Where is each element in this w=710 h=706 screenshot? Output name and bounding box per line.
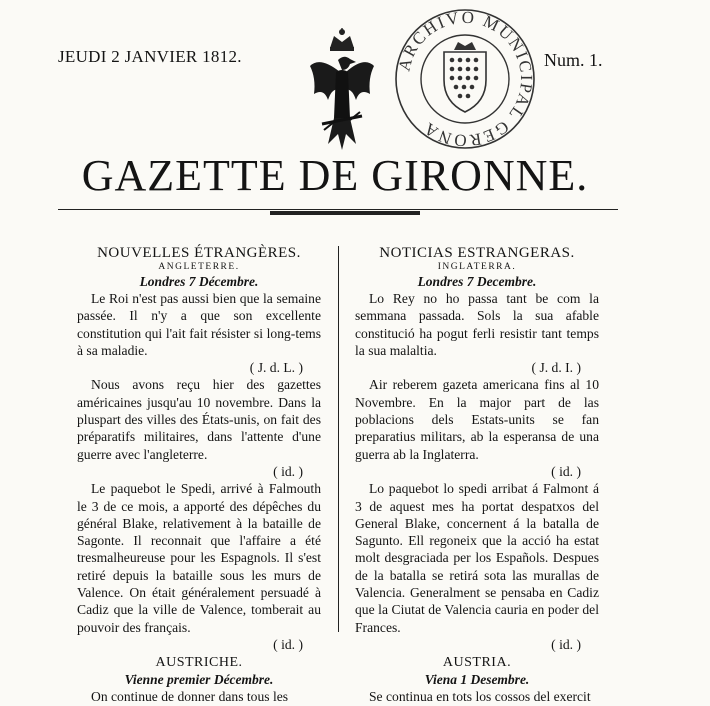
masthead-rule-ornament — [270, 211, 420, 215]
imperial-eagle-icon — [300, 26, 384, 158]
column-divider — [338, 246, 339, 632]
masthead-rule-thin — [58, 209, 618, 210]
source-attribution: ( J. d. I. ) — [531, 360, 581, 376]
country-heading: AUSTRICHE. — [155, 655, 243, 671]
source-attribution: ( id. ) — [551, 463, 581, 479]
dateline: Vienne premier Décembre. — [124, 672, 274, 688]
source-attribution: ( id. ) — [551, 636, 581, 652]
section-heading: NOTICIAS ESTRANGERAS. — [379, 245, 575, 261]
source-attribution: ( id. ) — [273, 463, 303, 479]
article-paragraph: Lo Rey no ho passa tant be com la semmana passada. Sols la sua afable constitució ha pogut ferli resistir tant temps la sua malaltia. ( J. d. I. ) — [355, 291, 599, 376]
dateline: Viena 1 Desembre. — [424, 672, 530, 688]
article-paragraph: Air reberem gazeta americana fins al 10 Novembre. En la major part de las poblacions dels Estats-units se fan preparatius militars, ab la esperansa de una guerra ab la Inglaterra. ( id. ) — [355, 377, 599, 479]
newspaper-title: GAZETTE DE GIRONNE. — [81, 151, 589, 200]
country-heading: INGLATERRA. — [437, 262, 517, 272]
stamp-text: ARCHIVO MUNICIPAL GERONA — [394, 7, 537, 151]
issue-number: Num. 1. — [544, 50, 603, 70]
section-heading: NOUVELLES ÉTRANGÈRES. — [97, 245, 301, 261]
article-paragraph: Nous avons reçu hier des gazettes américaines jusqu'au 10 novembre. Dans la pluspart des villes des États-unis, on fait des préparatifs militaires, dans l'attente d'une guerre avec l'angleterre. ( id. ) — [77, 377, 321, 479]
article-paragraph: Le paquebot le Spedi, arrivé à Falmouth le 3 de ce mois, a apporté des dépêches du général Blake, relativement à la bataille de Sagonte. Il reconnait que l'affaire a été tresmalheureuse pour les Espagnols. Il s'est retiré depuis la bataille sous les murs de Valence. On était généralement persuadé à Cadiz que la ville de Valence, tomberait au pouvoir des français. ( id. ) — [77, 481, 321, 652]
source-attribution: ( id. ) — [273, 636, 303, 652]
dateline: Londres 7 Decembre. — [417, 274, 537, 289]
country-heading: ANGLETERRE. — [158, 262, 240, 272]
source-attribution: ( J. d. L. ) — [249, 360, 303, 376]
dateline: Londres 7 Décembre. — [139, 274, 259, 289]
issue-date: JEUDI 2 JANVIER 1812. — [58, 47, 242, 66]
article-paragraph: Se continua en tots los cossos del exercit — [369, 689, 591, 705]
country-heading: AUSTRIA. — [442, 655, 512, 671]
article-paragraph: Lo paquebot lo spedi arribat á Falmont á 3 de aquest mes ha portat despatxos del General Blake, concernent á la batalla de Sagunto. Ell regoneix que la acció ha estat molt desgraciada per los Españols. Despues de la batalla se retirá sota las murallas de Valencia. Generalment se pensaba en Cadiz que la Ciutat de Valencia cauria en poder del Frances. ( id. ) — [355, 481, 599, 652]
french-column — [77, 244, 321, 706]
svg-text:ARCHIVO MUNICIPAL GERONA — [394, 8, 536, 151]
article-paragraph: Le Roi n'est pas aussi bien que la semaine passée. Il n'y a que son excellente constitution qui l'ait fait résister si long-tems à sa maladie. ( J. d. L. ) — [77, 291, 321, 376]
archive-stamp — [392, 6, 538, 152]
article-paragraph: On continue de donner dans tous les — [91, 689, 289, 705]
catalan-column — [355, 244, 599, 706]
